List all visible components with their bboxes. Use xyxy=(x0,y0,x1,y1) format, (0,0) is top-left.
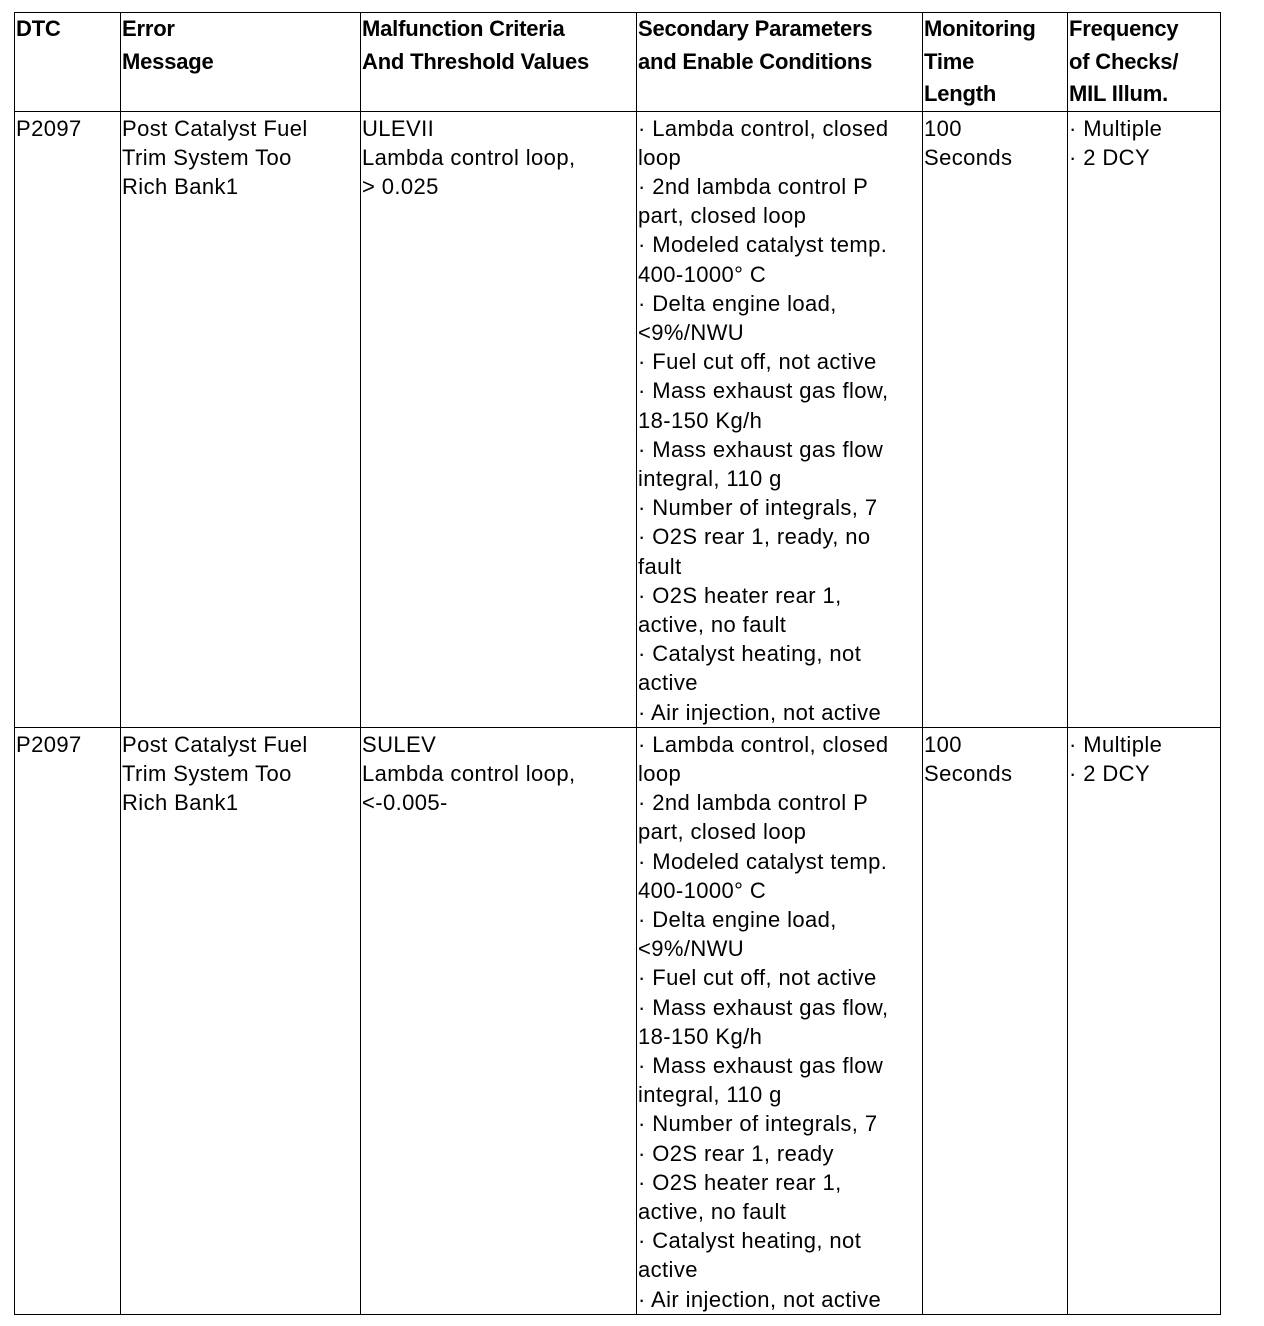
cell-line: · Lambda control, closed xyxy=(638,115,889,141)
cell-line: 100 xyxy=(924,731,962,757)
cell-line: · Mass exhaust gas flow, xyxy=(638,378,889,404)
cell-line: Seconds xyxy=(924,760,1013,786)
cell-line: · Catalyst heating, not xyxy=(638,1228,862,1254)
cell-error-message xyxy=(121,727,361,1314)
header-secondary-parameters: Secondary Parameters and Enable Conditions xyxy=(637,13,923,112)
table-row xyxy=(15,111,1221,727)
cell-line: · O2S heater rear 1, xyxy=(638,1169,842,1195)
cell-line: > 0.025 xyxy=(362,173,439,199)
cell-line: · O2S heater rear 1, xyxy=(638,582,842,608)
cell-line: · Number of integrals, 7 xyxy=(638,1111,878,1137)
cell-line: · Air injection, not active xyxy=(638,699,882,725)
cell-line: · O2S rear 1, ready xyxy=(638,1140,834,1166)
cell-line: fault xyxy=(638,553,682,579)
cell-line: · Number of integrals, 7 xyxy=(638,495,878,521)
cell-line: SULEV xyxy=(362,731,437,757)
cell-line: · Delta engine load, xyxy=(638,906,837,932)
cell-line: integral, 110 g xyxy=(638,1082,782,1108)
table-row xyxy=(15,727,1221,1314)
cell-line: · Fuel cut off, not active xyxy=(638,349,877,375)
cell-frequency xyxy=(1068,111,1221,727)
header-dtc: DTC xyxy=(15,13,121,112)
cell-line: 100 xyxy=(924,115,962,141)
cell-line: integral, 110 g xyxy=(638,465,782,491)
cell-line: 18-150 Kg/h xyxy=(638,407,763,433)
cell-line: ULEVII xyxy=(362,115,435,141)
cell-line: · O2S rear 1, ready, no xyxy=(638,524,871,550)
cell-line: <9%/NWU xyxy=(638,936,745,962)
cell-secondary-parameters xyxy=(637,111,923,727)
header-row xyxy=(15,13,1221,112)
cell-line: · Air injection, not active xyxy=(638,1286,882,1312)
cell-secondary-parameters xyxy=(637,727,923,1314)
cell-line: Post Catalyst Fuel xyxy=(122,115,308,141)
header-frequency: Frequency of Checks/ MIL Illum. xyxy=(1068,13,1221,112)
cell-line: 400-1000° C xyxy=(638,261,767,287)
cell-monitoring-time xyxy=(923,111,1068,727)
cell-line: · Lambda control, closed xyxy=(638,731,889,757)
cell-line: 18-150 Kg/h xyxy=(638,1023,763,1049)
cell-line: · Catalyst heating, not xyxy=(638,641,862,667)
cell-line: Post Catalyst Fuel xyxy=(122,731,308,757)
cell-line: · Modeled catalyst temp. xyxy=(638,232,888,258)
cell-dtc xyxy=(15,727,121,1314)
header-malfunction-criteria: Malfunction Criteria And Threshold Values xyxy=(361,13,637,112)
cell-line: part, closed loop xyxy=(638,203,807,229)
cell-line: · Multiple xyxy=(1069,115,1163,141)
cell-frequency xyxy=(1068,727,1221,1314)
cell-error-message xyxy=(121,111,361,727)
cell-line: <9%/NWU xyxy=(638,319,745,345)
cell-line: <-0.005- xyxy=(362,790,448,816)
cell-line: · Fuel cut off, not active xyxy=(638,965,877,991)
cell-line: part, closed loop xyxy=(638,819,807,845)
cell-line: P2097 xyxy=(16,115,82,141)
cell-line: loop xyxy=(638,144,682,170)
cell-line: · Mass exhaust gas flow xyxy=(638,436,884,462)
cell-line: Trim System Too xyxy=(122,760,292,786)
cell-line: Rich Bank1 xyxy=(122,173,239,199)
header-monitoring-time: Monitoring Time Length xyxy=(923,13,1068,112)
cell-line: Lambda control loop, xyxy=(362,760,576,786)
cell-line: · Mass exhaust gas flow, xyxy=(638,994,889,1020)
cell-line: · Modeled catalyst temp. xyxy=(638,848,888,874)
cell-line: Rich Bank1 xyxy=(122,790,239,816)
cell-line: · Mass exhaust gas flow xyxy=(638,1053,884,1078)
cell-dtc xyxy=(15,111,121,727)
cell-line: Lambda control loop, xyxy=(362,144,576,170)
header-error-message: Error Message xyxy=(121,13,361,112)
cell-line: · 2nd lambda control P xyxy=(638,790,869,816)
cell-line: Seconds xyxy=(924,144,1013,170)
table-body xyxy=(15,111,1221,1314)
cell-line: 400-1000° C xyxy=(638,877,767,903)
cell-line: active xyxy=(638,670,698,696)
cell-line: active xyxy=(638,1257,698,1283)
cell-line: loop xyxy=(638,760,682,786)
cell-malfunction-criteria xyxy=(361,727,637,1314)
cell-monitoring-time xyxy=(923,727,1068,1314)
cell-line: active, no fault xyxy=(638,1199,787,1225)
cell-malfunction-criteria xyxy=(361,111,637,727)
cell-line: · 2 DCY xyxy=(1069,760,1151,786)
cell-line: · 2 DCY xyxy=(1069,144,1151,170)
cell-line: · 2nd lambda control P xyxy=(638,173,869,199)
cell-line: Trim System Too xyxy=(122,144,292,170)
dtc-table xyxy=(14,12,1221,1315)
cell-line: P2097 xyxy=(16,731,82,757)
cell-line: · Delta engine load, xyxy=(638,290,837,316)
cell-line: · Multiple xyxy=(1069,731,1163,757)
cell-line: active, no fault xyxy=(638,611,787,637)
